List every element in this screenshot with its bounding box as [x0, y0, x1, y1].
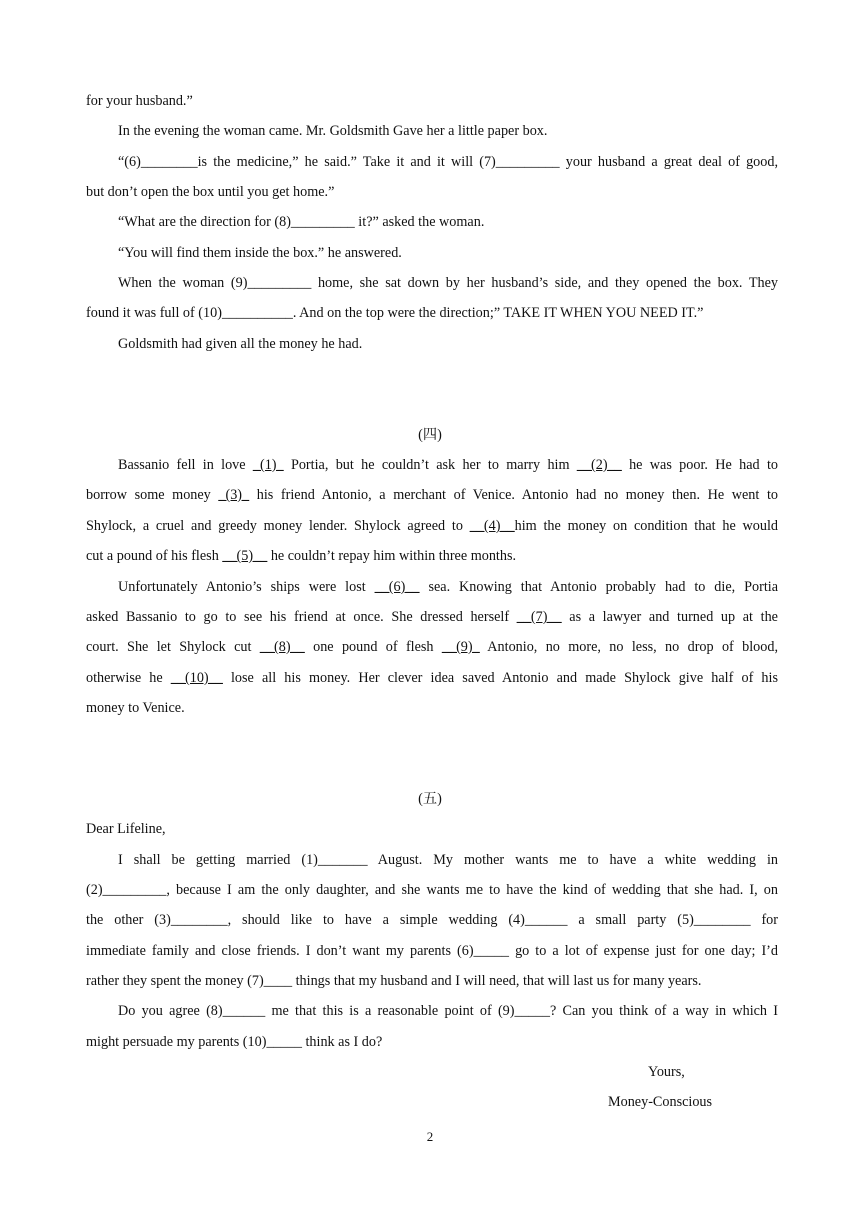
text-run: him the money on condition that he would — [514, 518, 778, 534]
paragraph-line: I shall be getting married (1)_______ August. My mother wants me to have a white wedding in — [118, 852, 778, 868]
blank-8: __(8)__ — [259, 639, 305, 655]
text-run: money to Venice. — [86, 700, 185, 716]
text-run: otherwise he — [86, 670, 171, 686]
paragraph-line: but don’t open the box until you get home.” — [86, 184, 335, 200]
paragraph-line: Do you agree (8)______ me that this is a reasonable point of (9)_____? Can you think of a way in which I — [118, 1003, 778, 1019]
text-run: asked Bassanio to go to see his friend at once. She dressed herself — [86, 609, 517, 625]
text-run: court. She let Shylock cut — [86, 639, 260, 655]
section-heading: (五) — [418, 791, 442, 807]
paragraph-line — [86, 486, 778, 504]
text-run: sea. Knowing that Antonio probably had to die, Portia — [419, 579, 778, 595]
text-run: cut a pound of his flesh — [86, 548, 223, 564]
text-run: as a lawyer and turned up at the — [561, 609, 778, 625]
text-run: Antonio, no more, no less, no drop of blood, — [479, 639, 779, 655]
text-run: Portia, but he couldn’t ask her to marry him — [283, 457, 577, 473]
letter-closing: Yours, — [648, 1064, 685, 1080]
paragraph-line — [118, 578, 778, 596]
blank-9: __(9)_ — [441, 639, 480, 655]
blank-10: __(10)__ — [170, 670, 223, 686]
text-run: he was poor. He had to — [621, 457, 778, 473]
text-run: Bassanio fell in love — [118, 457, 253, 473]
text-run: his friend Antonio, a merchant of Venice. Antonio had no money then. He went to — [249, 487, 778, 503]
paragraph-line: the other (3)________, should like to have a simple wedding (4)______ a small party (5)________ for — [86, 912, 778, 928]
paragraph-line — [86, 608, 778, 626]
text-run: lose all his money. Her clever idea saved Antonio and made Shylock give half of his — [222, 670, 778, 686]
paragraph-line — [86, 638, 778, 656]
blank-1: _(1)_ — [252, 457, 284, 473]
blank-3: _(3)_ — [218, 487, 250, 503]
paragraph-line: “You will find them inside the box.” he answered. — [118, 245, 402, 261]
paragraph-line: might persuade my parents (10)_____ think as I do? — [86, 1034, 383, 1050]
letter-salutation: Dear Lifeline, — [86, 821, 166, 837]
paragraph-line — [118, 456, 778, 474]
text-run: borrow some money — [86, 487, 219, 503]
paragraph-line: rather they spent the money (7)____ things that my husband and I will need, that will last us for many years. — [86, 973, 702, 989]
blank-6: __(6)__ — [374, 579, 420, 595]
paragraph-line: “What are the direction for (8)_________ it?” asked the woman. — [118, 214, 485, 230]
paragraph-line — [86, 669, 778, 687]
text-run: Shylock, a cruel and greedy money lender. Shylock agreed to — [86, 518, 470, 534]
text-run: he couldn’t repay him within three months. — [267, 548, 517, 564]
paragraph-line — [86, 699, 778, 717]
section-heading: (四) — [418, 427, 442, 443]
paragraph-line: (2)_________, because I am the only daughter, and she wants me to have the kind of wedding that she had. I, on — [86, 882, 778, 898]
paragraph-line: When the woman (9)_________ home, she sat down by her husband’s side, and they opened the box. They — [118, 275, 778, 291]
letter-signature: Money-Conscious — [608, 1094, 713, 1110]
page-number: 2 — [426, 1129, 434, 1144]
paragraph-line: immediate family and close friends. I don’t want my parents (6)_____ go to a lot of expense just for one day; I’d — [86, 943, 778, 959]
paragraph-line: Goldsmith had given all the money he had. — [118, 336, 363, 352]
paragraph-line: “(6)________is the medicine,” he said.” Take it and it will (7)_________ your husband a great deal of good, — [118, 154, 778, 170]
blank-2: __(2)__ — [576, 457, 622, 473]
text-run: one pound of flesh — [304, 639, 442, 655]
blank-4: __(4)__ — [469, 518, 515, 534]
paragraph-line: found it was full of (10)__________. And on the top were the direction;” TAKE IT WHEN YOU NEED IT.” — [86, 305, 704, 321]
paragraph-line: In the evening the woman came. Mr. Goldsmith Gave her a little paper box. — [118, 123, 548, 139]
paragraph-line — [86, 547, 778, 565]
blank-7: __(7)__ — [516, 609, 562, 625]
paragraph-line — [86, 517, 778, 535]
paragraph-line: for your husband.” — [86, 93, 193, 109]
blank-5: __(5)__ — [222, 548, 268, 564]
text-run: Unfortunately Antonio’s ships were lost — [118, 579, 375, 595]
